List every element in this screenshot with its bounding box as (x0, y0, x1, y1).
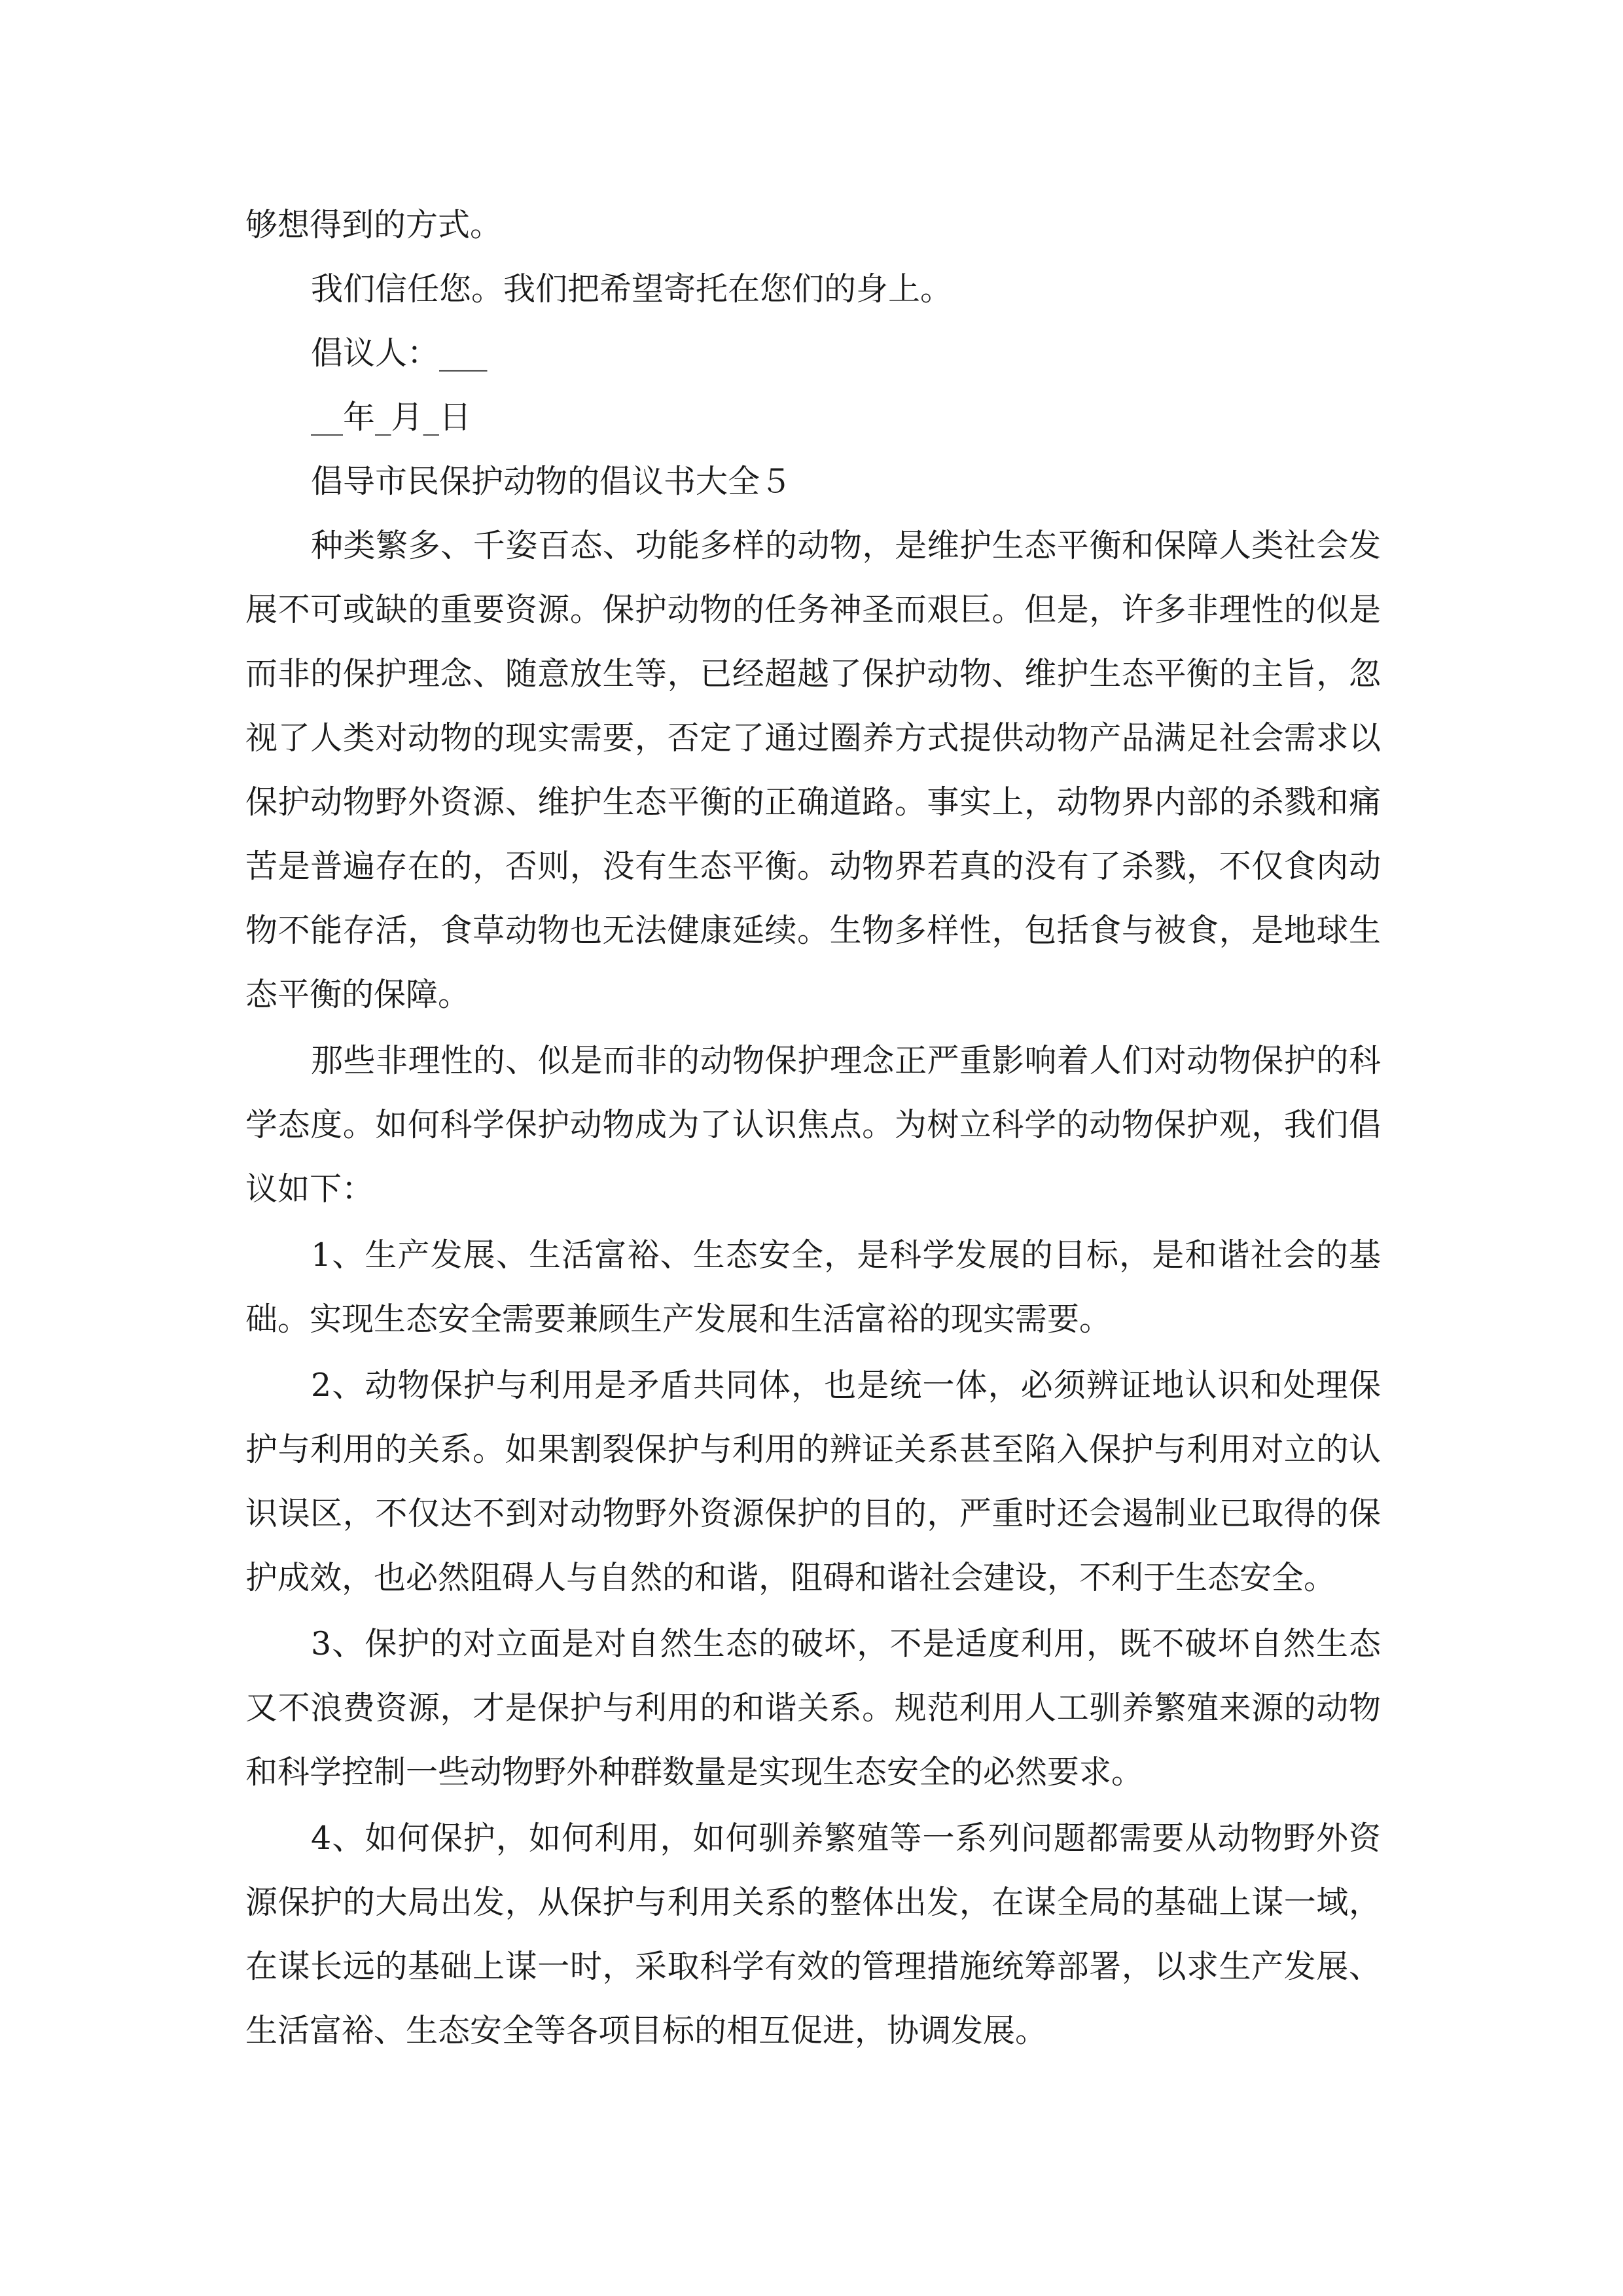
paragraph-item-4: 4、如何保护，如何利用，如何驯养繁殖等一系列问题都需要从动物野外资源保护的大局出发，从保护与利用关系的整体出发，在谋全局的基础上谋一域，在谋长远的基础上谋一时，采取科学有效的管理措施统筹部署，以求生产发展、生活富裕、生态安全等各项目标的相互促进，协调发展。 (245, 1820, 1381, 2049)
paragraph-item-1: 1、生产发展、生活富裕、生态安全，是科学发展的目标，是和谐社会的基础。实现生态安全需要兼顾生产发展和生活富裕的现实需要。 (245, 1236, 1381, 1338)
date-line: __年_月_日 (311, 399, 472, 436)
signer-label: 倡议人：___ (311, 334, 488, 372)
paragraph-intro: 种类繁多、千姿百态、功能多样的动物，是维护生态平衡和保障人类社会发展不可或缺的重要资源。保护动物的任务神圣而艰巨。但是，许多非理性的似是而非的保护理念、随意放生等，已经超越了保护动物、维护生态平衡的主旨，忽视了人类对动物的现实需要，否定了通过圈养方式提供动物产品满足社会需求以保护动物野外资源、维护生态平衡的正确道路。事实上，动物界内部的杀戮和痛苦是普遍存在的，否则，没有生态平衡。动物界若真的没有了杀戮，不仅食肉动物不能存活，食草动物也无法健康延续。生物多样性，包括食与被食，是地球生态平衡的保障。 (245, 527, 1381, 1013)
paragraph-proposal: 那些非理性的、似是而非的动物保护理念正严重影响着人们对动物保护的科学态度。如何科学保护动物成为了认识焦点。为树立科学的动物保护观，我们倡议如下： (245, 1042, 1381, 1208)
paragraph-item-2: 2、动物保护与利用是矛盾共同体，也是统一体，必须辨证地认识和处理保护与利用的关系。如果割裂保护与利用的辨证关系甚至陷入保护与利用对立的认识误区，不仅达不到对动物野外资源保护的目的，严重时还会遏制业已取得的保护成效，也必然阻碍人与自然的和谐，阻碍和谐社会建设，不利于生态安全。 (245, 1367, 1381, 1596)
opening-line: 够想得到的方式。 (245, 206, 503, 243)
document-body (245, 193, 1381, 2063)
trust-line: 我们信任您。我们把希望寄托在您们的身上。 (311, 270, 953, 308)
section-title: 倡导市民保护动物的倡议书大全５ (311, 463, 793, 500)
paragraph-item-3: 3、保护的对立面是对自然生态的破坏，不是适度利用，既不破坏自然生态又不浪费资源，才是保护与利用的和谐关系。规范利用人工驯养繁殖来源的动物和科学控制一些动物野外种群数量是实现生态安全的必然要求。 (245, 1625, 1381, 1791)
